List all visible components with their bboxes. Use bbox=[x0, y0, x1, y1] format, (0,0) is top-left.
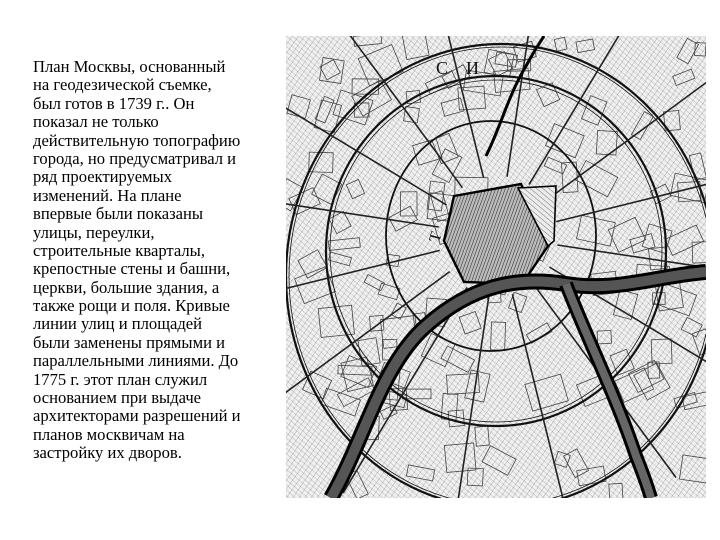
text-line: впервые были показаны bbox=[33, 204, 204, 224]
text-line: города, но предусматривал и bbox=[33, 148, 237, 168]
description-text bbox=[33, 58, 295, 463]
text-line: линии улиц и площадей bbox=[33, 314, 203, 334]
text-line: улицы, переулки, bbox=[33, 222, 155, 242]
text-line: крепостные стены и башни, bbox=[33, 259, 231, 279]
text-line: действительную топографию bbox=[33, 130, 241, 150]
text-line: планов москвичам на bbox=[33, 424, 185, 444]
text-line: 1775 г. этот план служил bbox=[33, 369, 208, 389]
text-line: План Москвы, основанный bbox=[33, 57, 226, 76]
text-line: застройку их дворов. bbox=[33, 443, 182, 463]
text-line: на геодезической съемке, bbox=[33, 75, 212, 95]
text-line: строительные кварталы, bbox=[33, 240, 205, 260]
moscow-map-image bbox=[286, 36, 706, 498]
text-line: параллельными линиями. До bbox=[33, 351, 239, 371]
map-label: С bbox=[436, 58, 449, 78]
text-line: показал не только bbox=[33, 112, 159, 132]
text-line: церкви, большие здания, а bbox=[33, 277, 220, 297]
text-line: также рощи и поля. Кривые bbox=[33, 296, 230, 316]
text-line: были заменены прямыми и bbox=[33, 332, 225, 352]
text-line: основанием при выдаче bbox=[33, 388, 202, 408]
text-line: архитекторами разрешений и bbox=[33, 406, 241, 426]
map-label: И bbox=[466, 58, 479, 78]
text-line: изменений. На плане bbox=[33, 185, 182, 205]
map-label: Т bbox=[426, 230, 446, 245]
text-line: ряд проектируемых bbox=[33, 167, 173, 187]
text-line: был готов в 1739 г.. Он bbox=[33, 93, 195, 113]
